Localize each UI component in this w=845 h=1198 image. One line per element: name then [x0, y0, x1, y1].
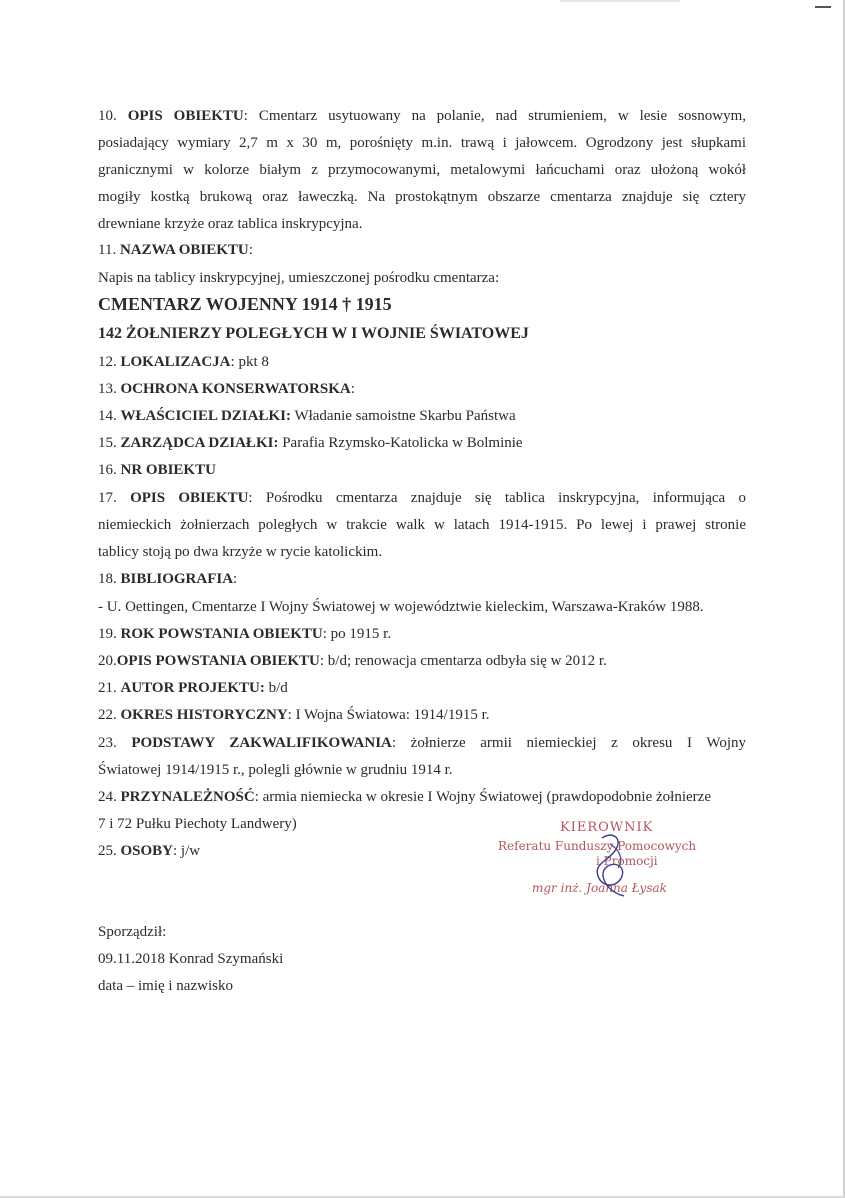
section-10-line-2: posiadający wymiary 2,7 m x 30 m, porośnięty m.in. trawą i jałowcem. Ogrodzony jest słupkami — [98, 135, 746, 151]
section-17-heading: OPIS OBIEKTU — [130, 490, 249, 506]
section-14-heading: WŁAŚCICIEL DZIAŁKI: — [120, 408, 291, 424]
section-18-title: 18. BIBLIOGRAFIA: — [98, 571, 238, 587]
section-22-heading: OKRES HISTORYCZNY — [120, 707, 288, 723]
section-18-heading: BIBLIOGRAFIA — [120, 571, 234, 587]
section-21: 21. AUTOR PROJEKTU: b/d — [98, 680, 288, 696]
date-name-caption: data – imię i nazwisko — [98, 978, 233, 994]
section-24-line-1: 24. PRZYNALEŻNOŚĆ: armia niemiecka w okresie I Wojny Światowej (prawdopodobnie żołnierze — [98, 789, 711, 805]
section-20: 20.OPIS POWSTANIA OBIEKTU: b/d; renowacja cmentarza odbyła się w 2012 r. — [98, 653, 607, 669]
section-10-line-3: granicznymi w kolorze białym z przymocowanymi, metalowymi łańcuchami oraz ułożoną wokół — [98, 162, 746, 178]
section-16: 16. NR OBIEKTU — [98, 462, 216, 478]
section-13-heading: OCHRONA KONSERWATORSKA — [120, 381, 351, 397]
section-11-line-2: Napis na tablicy inskrypcyjnej, umieszczonej pośrodku cmentarza: — [98, 270, 500, 286]
section-19: 19. ROK POWSTANIA OBIEKTU: po 1915 r. — [98, 626, 392, 642]
scan-edge — [560, 0, 680, 2]
section-12-heading: LOKALIZACJA — [120, 354, 231, 370]
inscription-line-2: 142 ŻOŁNIERZY POLEGŁYCH W I WOJNIE ŚWIATOWEJ — [98, 325, 529, 342]
bibliography-entry: - U. Oettingen, Cmentarze I Wojny Światowej w województwie kieleckim, Warszawa-Kraków 1988. — [98, 599, 704, 615]
section-12: 12. LOKALIZACJA: pkt 8 — [98, 354, 269, 370]
official-stamp — [498, 818, 718, 898]
signature-scribble-icon — [584, 830, 644, 900]
section-25: 25. OSOBY: j/w — [98, 843, 201, 859]
section-10-line-1: 10. OPIS OBIEKTU: Cmentarz usytuowany na polanie, nad strumieniem, w lesie sosnowym, — [98, 108, 747, 124]
section-23-line-2: Światowej 1914/1915 r., polegli głównie w grudniu 1914 r. — [98, 762, 453, 778]
stamp-line-1: KIEROWNIK — [560, 820, 654, 835]
section-23-line-1: 23. PODSTAWY ZAKWALIFIKOWANIA: żołnierze armii niemieckiej z okresu I Wojny — [98, 735, 746, 751]
section-21-heading: AUTOR PROJEKTU: — [120, 680, 265, 696]
section-15-heading: ZARZĄDCA DZIAŁKI: — [120, 435, 279, 451]
date-and-name: 09.11.2018 Konrad Szymański — [98, 951, 284, 967]
section-10-line-4: mogiły kostką brukową oraz ławeczką. Na prostokątnym obszarze cmentarza znajduje się cztery — [98, 189, 746, 205]
section-19-heading: ROK POWSTANIA OBIEKTU — [120, 626, 323, 642]
section-11-heading: NAZWA OBIEKTU — [119, 242, 249, 258]
prepared-by-label: Sporządził: — [98, 924, 167, 940]
section-23-heading: PODSTAWY ZAKWALIFIKOWANIA — [131, 735, 392, 751]
section-24-line-2: 7 i 72 Pułku Piechoty Landwery) — [98, 816, 297, 832]
section-11-title: 11. NAZWA OBIEKTU: — [98, 242, 253, 258]
section-15: 15. ZARZĄDCA DZIAŁKI: Parafia Rzymsko-Katolicka w Bolminie — [98, 435, 523, 451]
section-17-line-3: tablicy stoją po dwa krzyże w rycie katolickim. — [98, 544, 383, 560]
section-13: 13. OCHRONA KONSERWATORSKA: — [98, 381, 355, 397]
section-10-heading: OPIS OBIEKTU — [127, 108, 244, 124]
section-25-heading: OSOBY — [120, 843, 174, 859]
section-17-line-2: niemieckich żołnierzach poległych w trakcie walk w latach 1914-1915. Po lewej i prawej stronie — [98, 517, 746, 533]
stamp-line-2: Referatu Funduszy Pomocowych — [498, 839, 697, 853]
scan-mark — [815, 6, 831, 8]
section-22: 22. OKRES HISTORYCZNY: I Wojna Światowa: 1914/1915 r. — [98, 707, 490, 723]
section-20-heading: OPIS POWSTANIA OBIEKTU — [116, 653, 320, 669]
section-14: 14. WŁAŚCICIEL DZIAŁKI: Władanie samoistne Skarbu Państwa — [98, 408, 516, 424]
stamp-line-4: mgr inż. Joanna Łysak — [532, 881, 667, 895]
section-16-heading: NR OBIEKTU — [120, 462, 216, 478]
section-17-line-1: 17. OPIS OBIEKTU: Pośrodku cmentarza znajduje się tablica inskrypcyjna, informująca o — [98, 490, 746, 506]
section-24-heading: PRZYNALEŻNOŚĆ — [120, 789, 255, 805]
stamp-line-3: i Promocji — [596, 854, 658, 868]
inscription-line-1: CMENTARZ WOJENNY 1914 † 1915 — [98, 294, 392, 314]
section-10-line-5: drewniane krzyże oraz tablica inskrypcyjna. — [98, 216, 363, 232]
